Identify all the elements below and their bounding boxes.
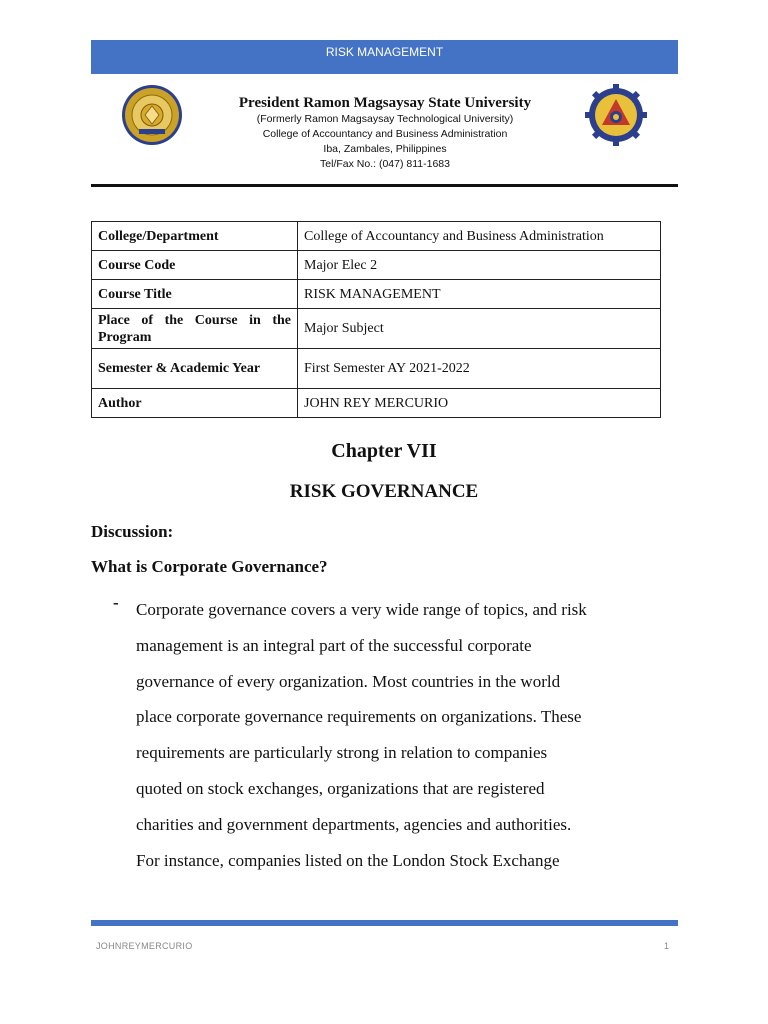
body-paragraph — [136, 592, 676, 878]
header-banner — [91, 40, 678, 74]
banner-title: RISK MANAGEMENT — [325, 45, 444, 59]
university-telfax: Tel/Fax No.: (047) 811-1683 — [320, 158, 450, 170]
university-header — [200, 94, 570, 172]
paragraph-line: Corporate governance covers a very wide range of topics, and risk — [136, 600, 587, 619]
info-value: Major Elec 2 — [298, 251, 661, 280]
header-divider — [91, 184, 678, 187]
paragraph-line: governance of every organization. Most countries in the world — [136, 671, 561, 691]
table-row — [92, 309, 661, 349]
chapter-title: RISK GOVERNANCE — [289, 481, 479, 502]
paragraph-line: management is an integral part of the successful corporate — [136, 635, 532, 655]
discussion-label: Discussion: — [91, 522, 174, 541]
table-row — [92, 280, 661, 309]
university-address: Iba, Zambales, Philippines — [323, 143, 447, 155]
paragraph-line: quoted on stock exchanges, organizations that are registered — [136, 778, 545, 798]
course-info-table — [91, 221, 661, 418]
college-name: College of Accountancy and Business Administration — [262, 128, 508, 140]
info-value: Major Subject — [298, 309, 661, 349]
info-label: Author — [92, 389, 298, 418]
footer-author: JOHNREYMERCURIO — [96, 941, 193, 951]
info-label: Place of the Course in the Program — [92, 309, 298, 349]
table-row — [92, 349, 661, 389]
university-seal-icon — [121, 84, 183, 146]
info-label: College/Department — [92, 222, 298, 251]
table-row — [92, 222, 661, 251]
paragraph-line: requirements are particularly strong in relation to companies — [136, 743, 548, 763]
footer-bar — [91, 920, 678, 926]
info-value: College of Accountancy and Business Administration — [298, 222, 661, 251]
info-label: Course Title — [92, 280, 298, 309]
table-row — [92, 251, 661, 280]
info-label: Semester & Academic Year — [92, 349, 298, 389]
info-value: RISK MANAGEMENT — [298, 280, 661, 309]
section-question: What is Corporate Governance? — [91, 557, 328, 576]
paragraph-line: charities and government departments, agencies and authorities. — [136, 814, 572, 834]
university-formerly: (Formerly Ramon Magsaysay Technological University) — [256, 113, 514, 125]
university-name: President Ramon Magsaysay State University — [238, 95, 532, 111]
paragraph-line: place corporate governance requirements on organizations. These — [136, 707, 582, 727]
bullet-dash: - — [113, 593, 119, 612]
page-number: 1 — [664, 941, 670, 951]
table-row — [92, 389, 661, 418]
chapter-heading: Chapter VII — [331, 440, 437, 462]
info-value: JOHN REY MERCURIO — [298, 389, 661, 418]
college-gear-seal-icon — [585, 84, 647, 146]
info-value: First Semester AY 2021-2022 — [298, 349, 661, 389]
info-label: Course Code — [92, 251, 298, 280]
paragraph-line: For instance, companies listed on the London Stock Exchange — [136, 850, 560, 870]
